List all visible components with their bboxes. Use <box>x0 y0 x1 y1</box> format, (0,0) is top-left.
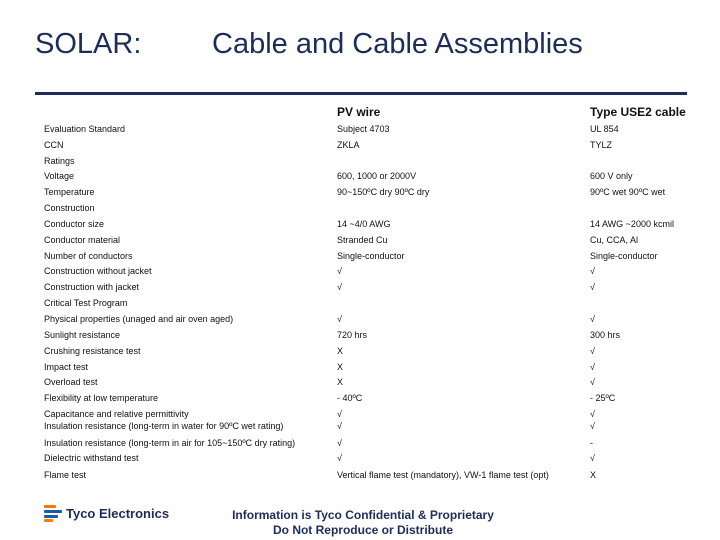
tyco-logo-icon <box>44 504 62 522</box>
pv-value: Subject 4703 <box>337 124 390 134</box>
section-heading <box>0 203 720 217</box>
use2-value: √ <box>590 282 595 292</box>
use2-value: X <box>590 470 597 480</box>
row-label: Ratings <box>44 156 75 166</box>
pv-value: √ <box>337 314 342 324</box>
row-label: Flexibility at low temperature <box>44 393 159 403</box>
row-label: Temperature <box>44 187 95 197</box>
table-row <box>0 219 720 233</box>
pv-value: Vertical flame test (mandatory), VW-1 flame test (opt) <box>337 470 549 480</box>
pv-value: √ <box>337 409 342 419</box>
row-label: Critical Test Program <box>44 298 128 308</box>
pv-value: 720 hrs <box>337 330 368 340</box>
column-header-pv-wire: PV wire <box>337 105 381 119</box>
use2-value: 600 V only <box>590 171 633 181</box>
row-label: Sunlight resistance <box>44 330 121 340</box>
pv-value: 90~150ºC dry 90ºC dry <box>337 187 430 197</box>
pv-value: 600, 1000 or 2000V <box>337 171 417 181</box>
table-row <box>0 314 720 328</box>
pv-value: - 40ºC <box>337 393 363 403</box>
pv-value: ZKLA <box>337 140 360 150</box>
use2-value: 90ºC wet 90ºC wet <box>590 187 666 197</box>
table-row <box>0 124 720 138</box>
use2-value: √ <box>590 266 595 276</box>
pv-value: X <box>337 346 344 356</box>
confidentiality-notice <box>213 508 513 538</box>
pv-value: √ <box>337 421 342 431</box>
use2-value: UL 854 <box>590 124 619 134</box>
row-label: Overload test <box>44 377 98 387</box>
row-label: Voltage <box>44 171 75 181</box>
pv-value: √ <box>337 453 342 463</box>
use2-value: - <box>590 438 593 448</box>
pv-value: √ <box>337 282 342 292</box>
table-row <box>0 346 720 360</box>
use2-value: Cu, CCA, Al <box>590 235 639 245</box>
notice-line-2: Do Not Reproduce or Distribute <box>272 523 453 537</box>
use2-value: √ <box>590 377 595 387</box>
row-label: Conductor size <box>44 219 105 229</box>
pv-value: X <box>337 362 344 372</box>
row-label: Conductor material <box>44 235 121 245</box>
table-row <box>0 171 720 185</box>
table-row <box>0 377 720 391</box>
table-row <box>0 393 720 407</box>
table-row <box>0 453 720 467</box>
section-heading <box>0 298 720 312</box>
use2-value: √ <box>590 421 595 431</box>
row-label: Dielectric withstand test <box>44 453 139 463</box>
row-label: Insulation resistance (long-term in air for 105~150ºC dry rating) <box>44 438 296 448</box>
row-label: Construction with jacket <box>44 282 140 292</box>
table-row <box>0 362 720 376</box>
section-heading <box>0 156 720 170</box>
table-row <box>0 470 720 484</box>
pv-value: √ <box>337 266 342 276</box>
pv-value: 14 ~4/0 AWG <box>337 219 391 229</box>
pv-value: Stranded Cu <box>337 235 388 245</box>
pv-value: Single-conductor <box>337 251 405 261</box>
pv-value: √ <box>337 438 342 448</box>
row-label: CCN <box>44 140 64 150</box>
row-label: Capacitance and relative permittivity <box>44 409 189 419</box>
notice-line-1: Information is Tyco Confidential & Proprietary <box>232 508 494 522</box>
table-row <box>0 235 720 249</box>
use2-value: - 25ºC <box>590 393 616 403</box>
use2-value: √ <box>590 314 595 324</box>
title-solar: SOLAR: <box>35 28 142 60</box>
row-label: Construction <box>44 203 95 213</box>
use2-value: √ <box>590 453 595 463</box>
use2-value: √ <box>590 362 595 372</box>
row-label: Physical properties (unaged and air oven aged) <box>44 314 234 324</box>
table-row <box>0 438 720 452</box>
use2-value: 300 hrs <box>590 330 621 340</box>
tyco-logo <box>44 504 169 522</box>
column-header-use2: Type USE2 cable <box>590 105 686 119</box>
row-label: Evaluation Standard <box>44 124 126 134</box>
table-row <box>0 266 720 280</box>
row-label: Construction without jacket <box>44 266 152 276</box>
table-row <box>0 251 720 265</box>
table-row <box>0 140 720 154</box>
table-row <box>0 421 720 435</box>
row-label: Crushing resistance test <box>44 346 141 356</box>
table-row <box>0 330 720 344</box>
logo-text: Tyco Electronics <box>66 505 170 521</box>
table-row <box>0 282 720 296</box>
row-label: Flame test <box>44 470 87 480</box>
use2-value: √ <box>590 346 595 356</box>
row-label: Insulation resistance (long-term in water for 90ºC wet rating) <box>44 421 284 431</box>
use2-value: TYLZ <box>590 140 613 150</box>
pv-value: X <box>337 377 344 387</box>
use2-value: Single-conductor <box>590 251 658 261</box>
title-divider <box>35 92 687 95</box>
table-row <box>0 187 720 201</box>
row-label: Impact test <box>44 362 89 372</box>
use2-value: 14 AWG ~2000 kcmil <box>590 219 674 229</box>
use2-value: √ <box>590 409 595 419</box>
page-title: Cable and Cable Assemblies <box>212 28 583 60</box>
row-label: Number of conductors <box>44 251 133 261</box>
